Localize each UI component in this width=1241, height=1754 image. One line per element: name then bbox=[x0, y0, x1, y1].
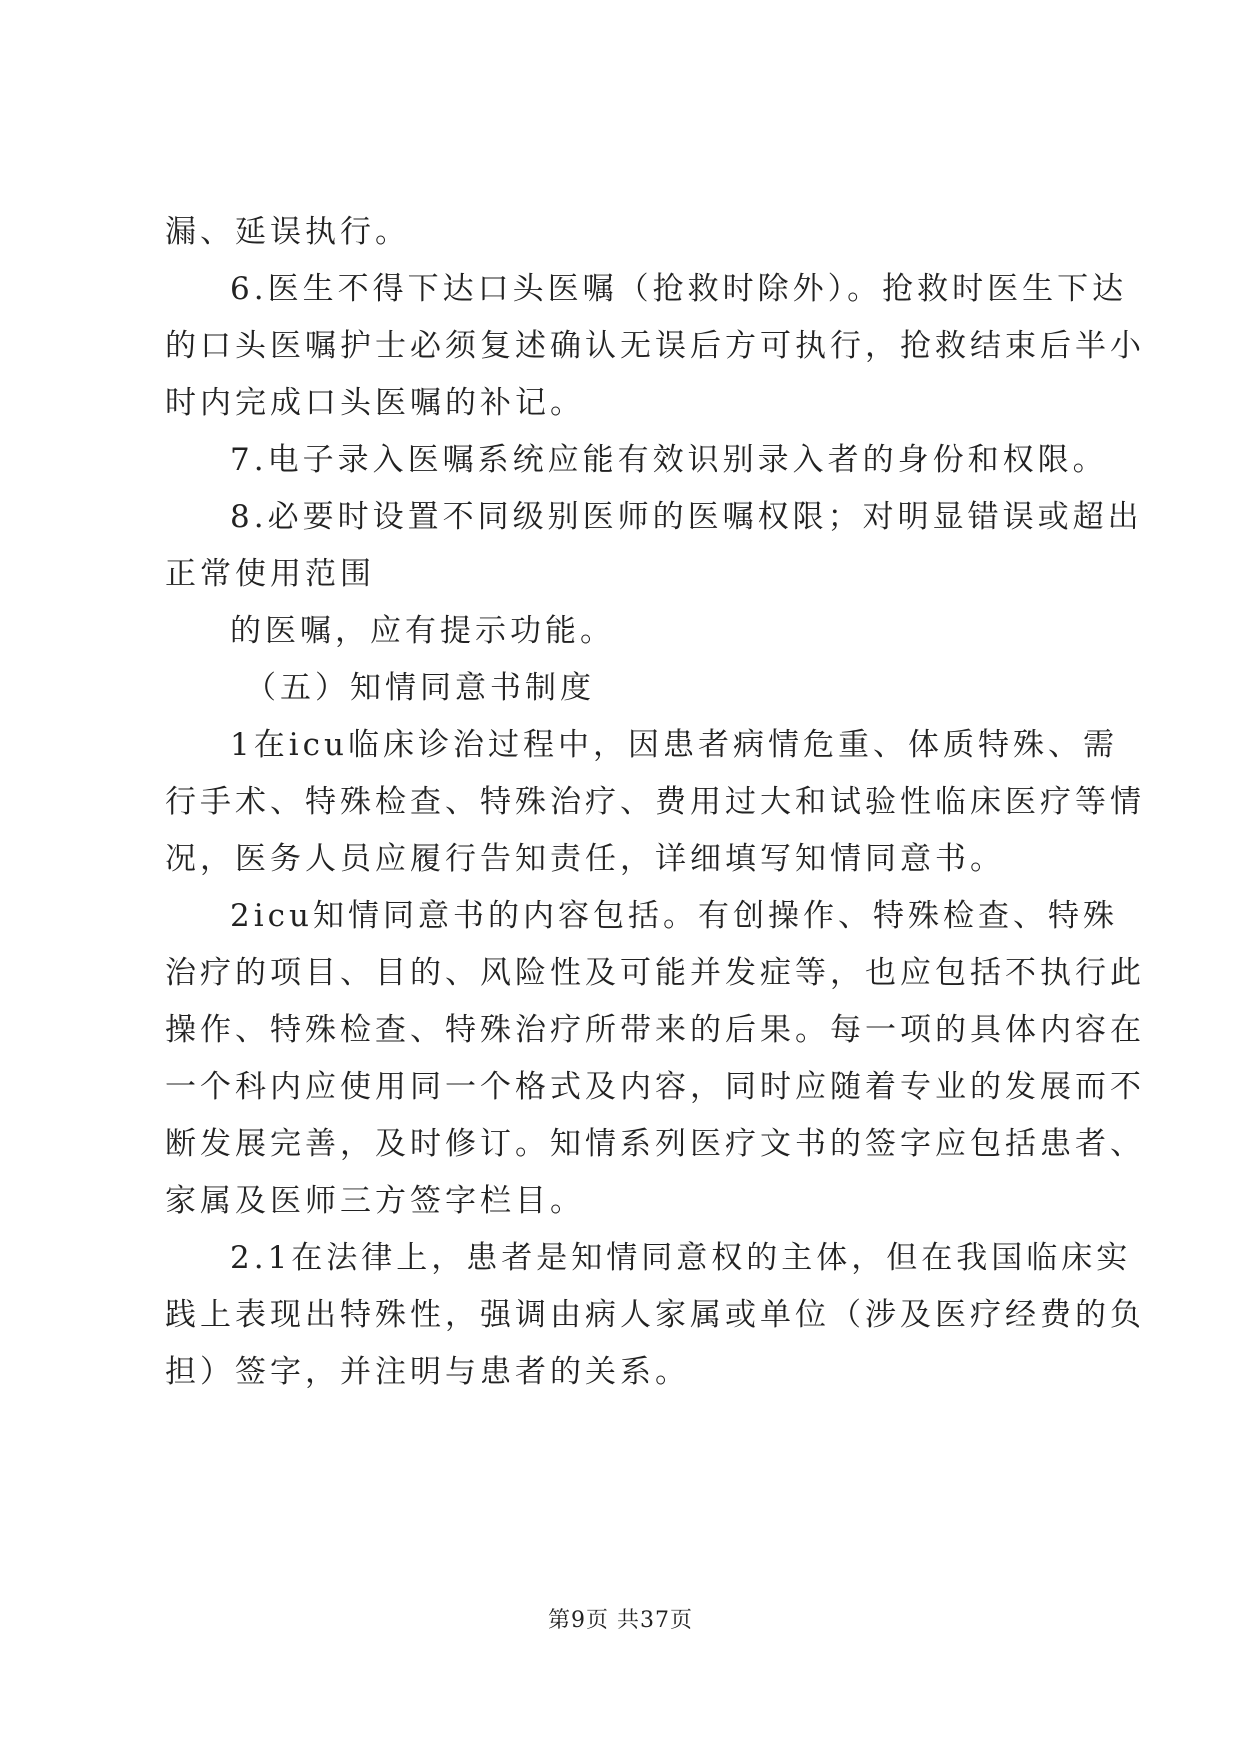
text-line: 行手术、特殊检查、特殊治疗、费用过大和试验性临床医疗等情 bbox=[165, 784, 1145, 820]
text-line: 的医嘱，应有提示功能。 bbox=[230, 613, 615, 649]
text-line: 治疗的项目、目的、风险性及可能并发症等，也应包括不执行此 bbox=[165, 955, 1145, 991]
text-line: 的口头医嘱护士必须复述确认无误后方可执行，抢救结束后半小 bbox=[165, 328, 1145, 364]
text-line: 漏、延误执行。 bbox=[165, 214, 410, 250]
text-line: 家属及医师三方签字栏目。 bbox=[165, 1183, 585, 1219]
section-heading: （五）知情同意书制度 bbox=[245, 670, 595, 706]
text-line: 一个科内应使用同一个格式及内容，同时应随着专业的发展而不 bbox=[165, 1069, 1145, 1105]
text-line: 操作、特殊检查、特殊治疗所带来的后果。每一项的具体内容在 bbox=[165, 1012, 1145, 1048]
text-line: 正常使用范围 bbox=[165, 556, 375, 592]
text-line: 践上表现出特殊性，强调由病人家属或单位（涉及医疗经费的负 bbox=[165, 1297, 1145, 1333]
text-line: 担）签字，并注明与患者的关系。 bbox=[165, 1354, 690, 1390]
text-line: 6.医生不得下达口头医嘱（抢救时除外）。抢救时医生下达 bbox=[230, 271, 1128, 307]
text-line: 7.电子录入医嘱系统应能有效识别录入者的身份和权限。 bbox=[230, 442, 1108, 478]
text-line: 2icu知情同意书的内容包括。有创操作、特殊检查、特殊 bbox=[230, 898, 1118, 934]
text-line: 8.必要时设置不同级别医师的医嘱权限；对明显错误或超出 bbox=[230, 499, 1143, 535]
text-line: 断发展完善，及时修订。知情系列医疗文书的签字应包括患者、 bbox=[165, 1126, 1145, 1162]
page-number-footer: 第9页 共37页 bbox=[548, 1608, 693, 1633]
text-line: 2.1在法律上，患者是知情同意权的主体，但在我国临床实 bbox=[230, 1240, 1132, 1276]
text-line: 时内完成口头医嘱的补记。 bbox=[165, 385, 585, 421]
text-line: 况，医务人员应履行告知责任，详细填写知情同意书。 bbox=[165, 841, 1005, 877]
text-line: 1在icu临床诊治过程中，因患者病情危重、体质特殊、需 bbox=[230, 727, 1118, 763]
